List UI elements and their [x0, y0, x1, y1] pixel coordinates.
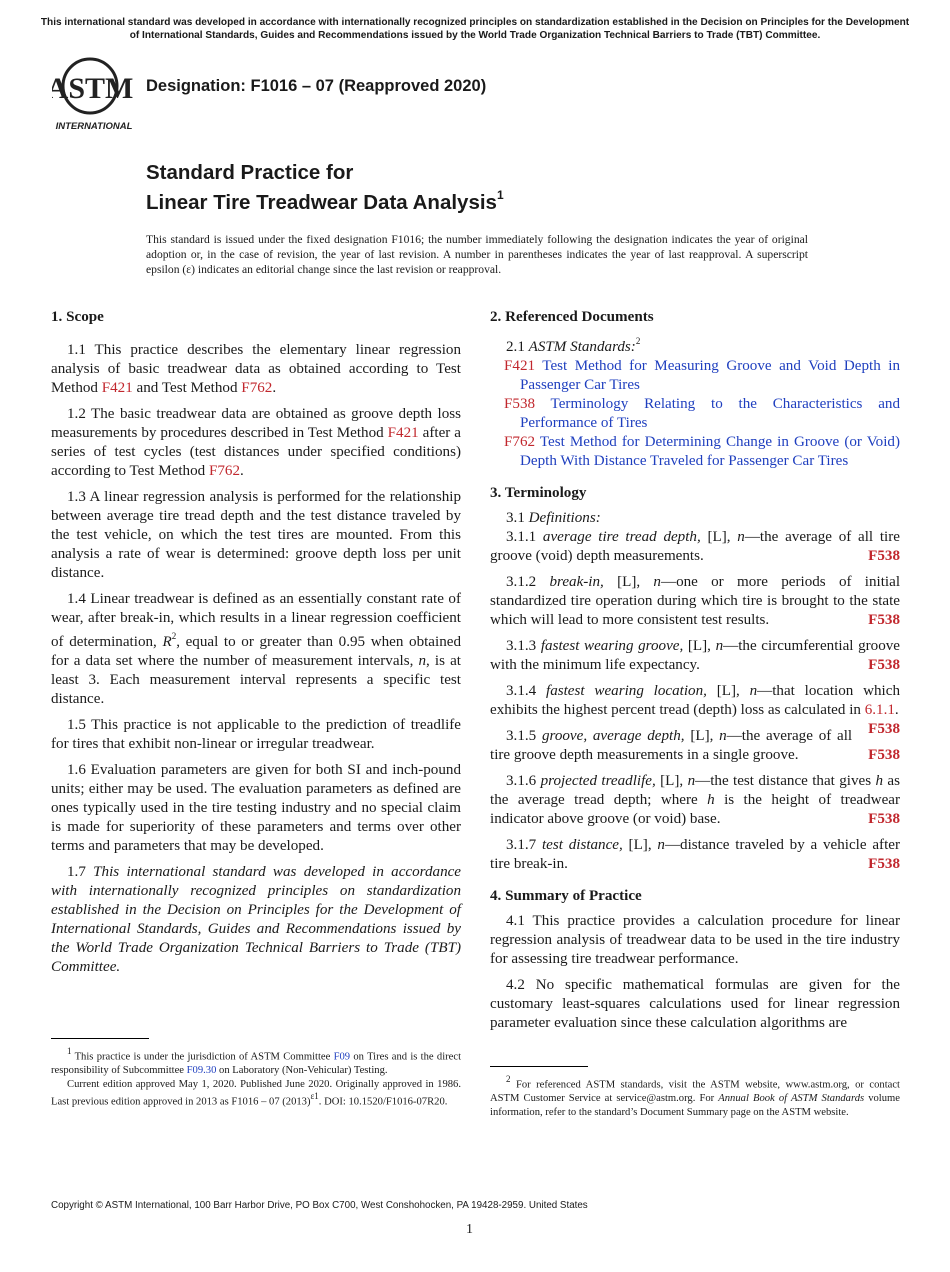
link-f762[interactable]: F762: [208, 463, 241, 479]
right-column: [490, 308, 900, 1040]
title-line-1: Standard Practice for: [146, 161, 354, 184]
section-1-heading: 1. Scope: [51, 309, 104, 325]
definition-source-link[interactable]: F538: [868, 747, 900, 764]
para-3-1: 3.1 Definitions:: [506, 510, 601, 527]
ref-item-f762: [490, 433, 900, 471]
designation: Designation: F1016 – 07 (Reapproved 2020): [146, 77, 487, 95]
para-4-2: 4.2 No specific mathematical formulas are given for the customary least-squares calculations used for linear regression parameter evaluation since these calculation algorithms are: [490, 977, 900, 1032]
definition-3-1-5: 3.1.5 groove, average depth, [L], n—the average of all tire groove depth measurements in a single groove. F538: [490, 728, 900, 764]
section-3-heading: 3. Terminology: [490, 485, 587, 502]
para-1-4: 1.4 Linear treadwear is defined as an essentially constant rate of wear, after break-in, which results in a linear regression coefficient of determination, $R^2$, equal to or greater than 0.95 when obtained for a data set where the number of measurement intervals, n, is at least 3. Each measurement interval represents a specific test distance.: [51, 591, 461, 708]
astm-logo: [52, 56, 136, 134]
para-1-6: 1.6 Evaluation parameters are given for both SI and inch-pound units; either may be used. The evaluation parameters as defined are ones typically used in the tire testing industry and no special claim is made for superiority of these parameters and terms over other terms and parameters that may be developed.: [51, 762, 461, 855]
ref-item-f538: [490, 395, 900, 433]
footnote-2-text: $^2$ For referenced ASTM standards, visit the ASTM website, www.astm.org, or contact ASTM Customer Service at service@astm.org. For Annual Book of ASTM Standards volume information, refer to the standard’s Document Summary page on the ASTM website.: [490, 1074, 900, 1118]
link-f09[interactable]: F09: [333, 1051, 351, 1063]
left-column: [51, 308, 461, 984]
para-1-5: 1.5 This practice is not applicable to the prediction of treadlife for tires that exhibit non-linear or irregular treadwear.: [51, 717, 461, 753]
para-1-3: 1.3 A linear regression analysis is performed for the relationship between average tire tread depth and the test distance traveled by the test vehicle, on which the test tires are mounted. From this analysis a rate of wear is determined: groove depth loss per unit distance.: [51, 489, 461, 581]
ref-item-f421: [490, 357, 900, 395]
link-f09-30[interactable]: F09.30: [186, 1065, 217, 1077]
definition-3-1-1: 3.1.1 average tire tread depth, [L], n—the average of all tire groove (void) depth measurements. F538: [490, 529, 900, 565]
footnote-1-text: $^1$ This practice is under the jurisdiction of ASTM Committee F09 on Tires and is the direct responsibility of Subcommittee F09.30 on Laboratory (Non-Vehicular) Testing.: [51, 1046, 462, 1077]
ref-code-f762[interactable]: F762: [504, 434, 536, 451]
footnote-1: [51, 1046, 461, 1109]
copyright-line: Copyright © ASTM International, 100 Barr Harbor Drive, PO Box C700, West Conshohocken, PA 19428-2959. United States: [51, 1200, 588, 1211]
definition-3-1-2: 3.1.2 break-in, [L], n—one or more periods of initial standardized tire operation during which tire is brought to the state which will lead to more consistent test results. F538: [490, 574, 901, 629]
footnote-2: [490, 1074, 900, 1119]
section-2-heading: 2. Referenced Documents: [490, 309, 654, 325]
document-title: [146, 160, 504, 215]
definition-source-link[interactable]: F538: [868, 548, 900, 565]
tbt-notice: This international standard was developed in accordance with internationally recognized principles on standardization established in the Decision on Principles for the Development of International Standards, Guides and Recommendations issued by the World Trade Organization Technical Barriers to Trade (TBT) Committee.: [40, 17, 910, 41]
link-f421[interactable]: F421: [387, 425, 419, 441]
logo-label: INTERNATIONAL: [55, 121, 133, 132]
definition-source-link[interactable]: F538: [868, 657, 900, 674]
definition-source-link[interactable]: F538: [868, 856, 900, 873]
link-f762[interactable]: F762: [241, 380, 273, 396]
definition-source-link[interactable]: F538: [868, 721, 900, 738]
para-1-1: 1.1 This practice describes the elementary linear regression analysis of basic treadwear data as obtained according to Test Method F421 and Test Method F762.: [51, 342, 461, 396]
link-f421[interactable]: F421: [101, 380, 133, 396]
link-6-1-1[interactable]: 6.1.1: [864, 702, 895, 719]
para-1-7: 1.7 This international standard was developed in accordance with internationally recognized principles on standardization established in the Decision on Principles for the Development of International Standards, Guides and Recommendations issued by the World Trade Organization Technical Barriers to Trade (TBT) Committee.: [51, 864, 462, 976]
footnote-rule-left: [51, 1038, 149, 1039]
title-footnote-mark: 1: [496, 188, 504, 202]
section-4-heading: 4. Summary of Practice: [490, 888, 642, 905]
definition-3-1-4: 3.1.4 fastest wearing location, [L], n—that location which exhibits the highest percent tread (depth) loss as calculated in 6.1.1. F538: [490, 683, 900, 738]
footnote-rule-right: [490, 1066, 588, 1067]
ref-title-f762[interactable]: Test Method for Determining Change in Groove (or Void) Depth With Distance Traveled for Passenger Car Tires: [520, 434, 900, 470]
definition-3-1-6: 3.1.6 projected treadlife, [L], n—the test distance that gives h as the average tread depth; where h is the height of treadwear indicator above groove (or void) base. F538: [490, 773, 900, 828]
definition-source-link[interactable]: F538: [868, 811, 900, 828]
definition-3-1-3: 3.1.3 fastest wearing groove, [L], n—the circumferential groove with the minimum life expectancy. F538: [490, 638, 901, 674]
title-line-2: Linear Tire Treadwear Data Analysis$^1$: [146, 188, 504, 214]
page-number: 1: [466, 1222, 473, 1237]
issuance-note: This standard is issued under the fixed designation F1016; the number immediately following the designation indicates the year of original adoption or, in the case of revision, the year of last revision. A number in parentheses indicates the year of last reapproval. A superscript epsilon (ε) indicates an editorial change since the last revision or reapproval.: [146, 233, 808, 276]
ref-code-f538[interactable]: F538: [504, 396, 536, 413]
astm-logo-icon: [52, 56, 136, 134]
para-4-1: 4.1 This practice provides a calculation procedure for linear regression analysis of treadwear data to be used in the tire industry for assessing tire treadwear performance.: [490, 913, 900, 968]
definition-source-link[interactable]: F538: [868, 612, 900, 629]
para-1-2: 1.2 The basic treadwear data are obtained as groove depth loss measurements by procedures described in Test Method F421 after a series of test cycles (test distances under specified conditions) according to Test Method F762.: [51, 406, 461, 479]
footnote-1-edition: Current edition approved May 1, 2020. Published June 2020. Originally approved in 1986. Last previous edition approved in 2013 as F1016 – 07 $(2013)^{\varepsilon 1}$. DOI: 10.1520/F1016-07R20.: [51, 1078, 461, 1108]
ref-title-f538[interactable]: Terminology Relating to the Characteristics and Performance of Tires: [520, 396, 900, 432]
definition-3-1-7: 3.1.7 test distance, [L], n—distance traveled by a vehicle after tire break-in. F538: [490, 837, 900, 873]
ref-title-f421[interactable]: Test Method for Measuring Groove and Void Depth in Passenger Car Tires: [520, 358, 900, 394]
ref-code-f421[interactable]: F421: [504, 358, 536, 375]
para-2-1: 2.1 ASTM Standards:$^2$: [506, 336, 641, 356]
logo-letters: ASTM: [52, 72, 134, 105]
